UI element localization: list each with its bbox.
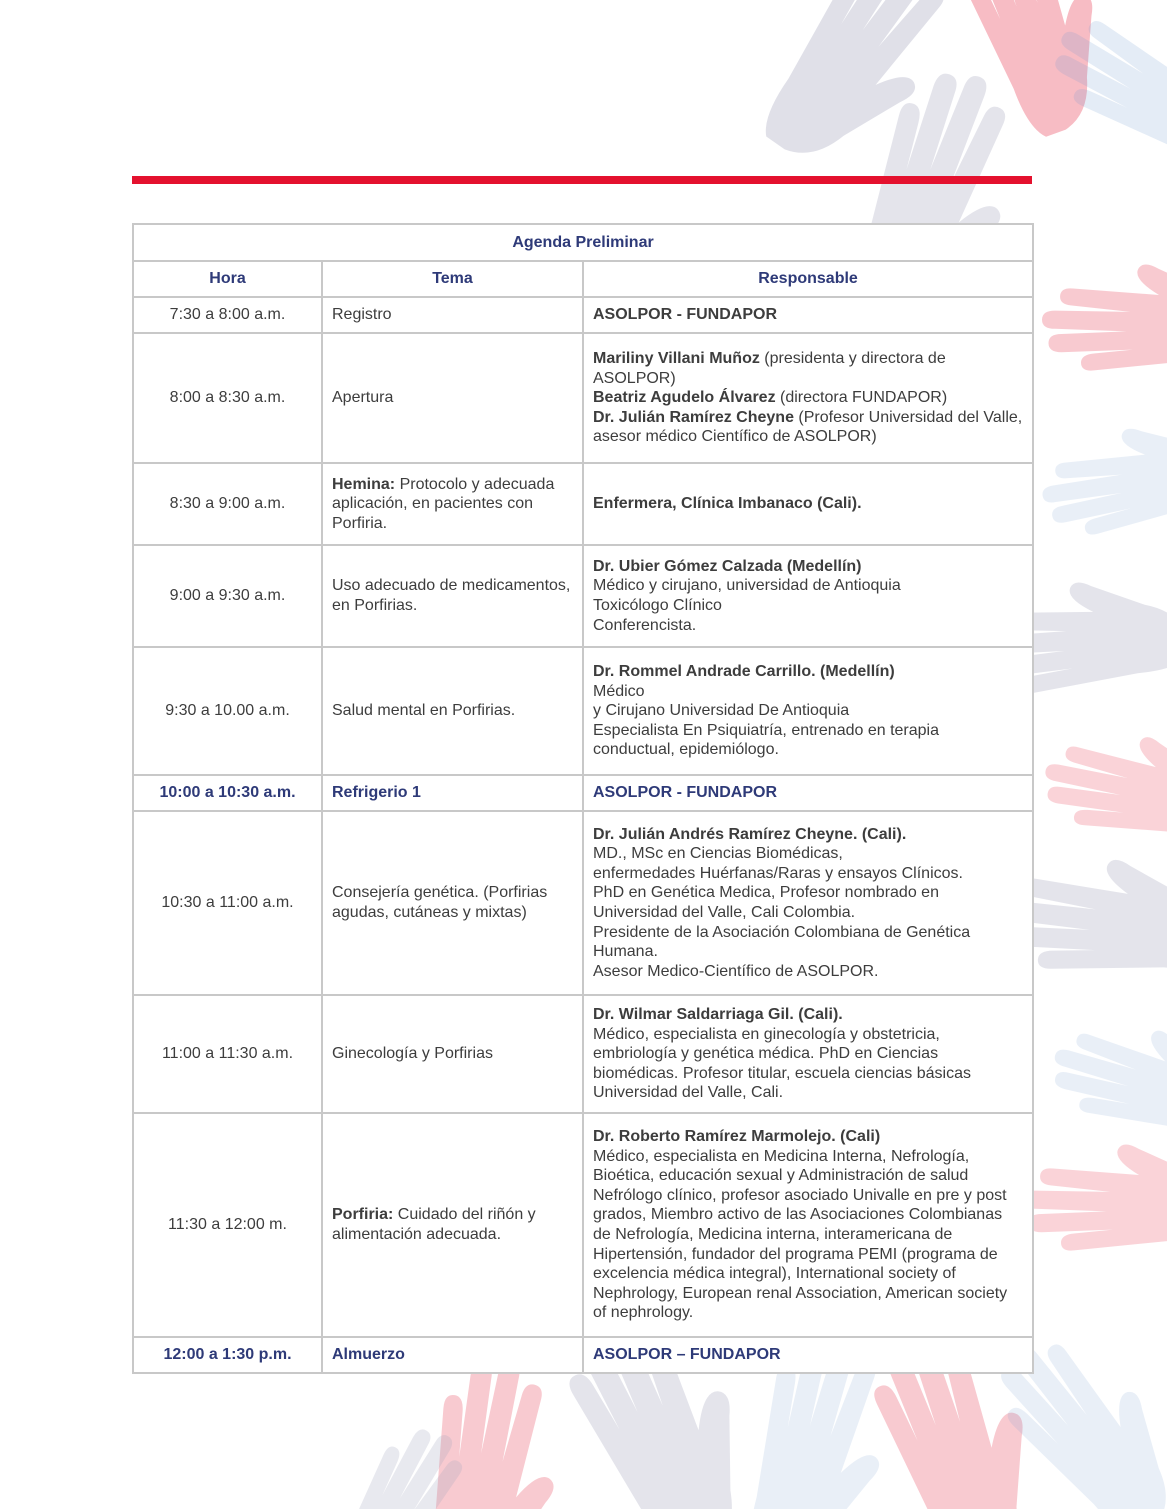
responsible-detail: Médico [593, 682, 645, 700]
responsible-line [593, 1127, 1023, 1147]
agenda-topic-bold: Porfiria: [332, 1206, 394, 1224]
responsible-name: Dr. Rommel Andrade Carrillo. (Medellín) [593, 663, 895, 681]
responsible-detail: Médico, especialista en ginecología y obstetricia, embriología y genética médica. PhD en Ciencias biomédicas. Profesor titular, escuela ciencias básicas Universidad del Valle, Cali. [593, 1025, 971, 1102]
agenda-time: 7:30 a 8:00 a.m. [133, 297, 322, 333]
agenda-break-row [133, 1337, 1033, 1373]
responsible-line [593, 923, 1023, 962]
agenda-responsible [583, 297, 1033, 333]
agenda-time: 11:00 a 11:30 a.m. [133, 995, 322, 1113]
hand-red-right [1042, 264, 1167, 370]
agenda-break-row [133, 775, 1033, 811]
responsible-detail: y Cirujano Universidad De Antioquia [593, 702, 850, 720]
agenda-time: 10:00 a 10:30 a.m. [133, 775, 322, 811]
agenda-topic-text: Consejería genética. (Porfirias agudas, cutáneas y mixtas) [332, 884, 548, 921]
responsible-line [593, 494, 1023, 514]
agenda-topic [322, 1113, 583, 1337]
agenda-responsible [583, 995, 1033, 1113]
responsible-line [593, 962, 1023, 982]
responsible-line [593, 1005, 1023, 1025]
responsible-detail: (Profesor Universidad del Valle, asesor médico Científico de ASOLPOR) [593, 408, 1023, 446]
responsible-name: Dr. Roberto Ramírez Marmolejo. (Cali) [593, 1128, 881, 1146]
agenda-responsible [583, 333, 1033, 463]
responsible-line [593, 557, 1023, 577]
agenda-responsible [583, 775, 1033, 811]
responsible-line [593, 825, 1023, 845]
column-header-tema: Tema [322, 261, 583, 297]
responsible-line [593, 701, 1023, 721]
hand-blue-right2 [1043, 1006, 1167, 1150]
responsible-line [593, 783, 1023, 803]
responsible-name: Dr. Wilmar Saldarriaga Gil. (Cali). [593, 1006, 843, 1024]
responsible-name: Mariliny Villani Muñoz [593, 350, 760, 368]
hand-red-right3 [1022, 1144, 1167, 1250]
responsible-detail: (directora FUNDAPOR) [775, 389, 948, 407]
agenda-responsible [583, 463, 1033, 545]
agenda-topic [322, 463, 583, 545]
agenda-responsible [583, 1337, 1033, 1373]
agenda-responsible [583, 545, 1033, 647]
responsible-name: ASOLPOR – FUNDAPOR [593, 1346, 781, 1364]
responsible-name: Dr. Julián Ramírez Cheyne [593, 408, 794, 426]
agenda-responsible [583, 1113, 1033, 1337]
responsible-line [593, 864, 1023, 884]
agenda-topic-bold: Hemina: [332, 475, 396, 493]
agenda-row [133, 297, 1033, 333]
agenda-row [133, 1113, 1033, 1337]
responsible-name: Beatriz Agudelo Álvarez [593, 389, 776, 407]
responsible-line [593, 1147, 1023, 1323]
agenda-topic-text: Apertura [332, 389, 394, 407]
agenda-row [133, 647, 1033, 775]
agenda-topic-text: Refrigerio 1 [332, 784, 421, 802]
responsible-name: ASOLPOR - FUNDAPOR [593, 784, 777, 802]
agenda-body [133, 297, 1033, 1373]
responsible-line [593, 682, 1023, 702]
agenda-time: 8:00 a 8:30 a.m. [133, 333, 322, 463]
agenda-time: 9:00 a 9:30 a.m. [133, 545, 322, 647]
agenda-row [133, 545, 1033, 647]
agenda-topic-text: Ginecología y Porfirias [332, 1045, 493, 1063]
agenda-topic-text: Registro [332, 306, 392, 324]
agenda-responsible [583, 811, 1033, 995]
agenda-time: 10:30 a 11:00 a.m. [133, 811, 322, 995]
agenda-time: 11:30 a 12:00 m. [133, 1113, 322, 1337]
responsible-detail: Asesor Medico-Científico de ASOLPOR. [593, 962, 879, 980]
responsible-detail: (presidenta y directora de ASOLPOR) [593, 350, 946, 387]
agenda-topic-text: Protocolo y adecuada aplicación, en pacientes con Porfiria. [332, 475, 555, 532]
agenda-table [132, 223, 1034, 1374]
agenda-time: 12:00 a 1:30 p.m. [133, 1337, 322, 1373]
responsible-detail: Médico, especialista en Medicina Interna, Nefrología, Bioética, educación sexual y Administración de salud Nefrólogo clínico, profesor asociado Univalle en pre y post grados, Miembro activo de las Asociaciones Colombianas de Nefrología, Medicina interna, interamericana de Hipertensión, fundador del programa PEMI (programa de excelencia médica integral), International society of Nephrology, European renal Association, American society of nephrology. [593, 1147, 1008, 1322]
agenda-topic-text: Almuerzo [332, 1346, 405, 1364]
column-header-responsable: Responsable [583, 261, 1033, 297]
red-divider-rule [132, 176, 1032, 184]
responsible-line [593, 388, 1023, 408]
responsible-line [593, 721, 1023, 760]
agenda-row [133, 333, 1033, 463]
responsible-line [593, 576, 1023, 596]
agenda-time: 9:30 a 10.00 a.m. [133, 647, 322, 775]
responsible-detail: Toxicólogo Clínico [593, 597, 722, 614]
responsible-line [593, 1025, 1023, 1103]
responsible-line [593, 305, 1023, 325]
agenda-time: 8:30 a 9:00 a.m. [133, 463, 322, 545]
agenda-topic [322, 775, 583, 811]
agenda-topic [322, 333, 583, 463]
responsible-line [593, 408, 1023, 447]
agenda-topic [322, 647, 583, 775]
agenda-topic-text: Cuidado del riñón y alimentación adecuada. [332, 1206, 536, 1243]
agenda-topic-text: Salud mental en Porfirias. [332, 702, 516, 720]
agenda-title: Agenda Preliminar [133, 224, 1033, 261]
responsible-detail: Conferencista. [593, 616, 697, 634]
column-header-hora: Hora [133, 261, 322, 297]
responsible-name: Dr. Julián Andrés Ramírez Cheyne. (Cali). [593, 825, 907, 843]
responsible-line [593, 596, 1023, 616]
agenda-topic [322, 545, 583, 647]
responsible-detail: enfermedades Huérfanas/Raras y ensayos Clínicos. [593, 864, 963, 882]
agenda-row [133, 811, 1033, 995]
agenda-responsible [583, 647, 1033, 775]
responsible-detail: Médico y cirujano, universidad de Antioquia [593, 577, 901, 595]
agenda-topic [322, 1337, 583, 1373]
hand-blue-right [1034, 412, 1167, 542]
responsible-detail: MD., MSc en Ciencias Biomédicas, [593, 845, 843, 863]
responsible-detail: Presidente de la Asociación Colombiana de Genética Humana. [593, 923, 971, 961]
responsible-line [593, 616, 1023, 636]
responsible-line [593, 844, 1023, 864]
agenda-row [133, 995, 1033, 1113]
responsible-detail: Especialista En Psiquiatría, entrenado en terapia conductual, epidemiólogo. [593, 721, 939, 759]
hand-red-right2 [1037, 721, 1167, 851]
responsible-line [593, 662, 1023, 682]
responsible-name: ASOLPOR - FUNDAPOR [593, 306, 777, 324]
responsible-line [593, 349, 1023, 388]
agenda-row [133, 463, 1033, 545]
agenda-topic [322, 811, 583, 995]
responsible-name: Dr. Ubier Gómez Calzada (Medellín) [593, 557, 862, 575]
agenda-topic-text: Uso adecuado de medicamentos, en Porfirias. [332, 577, 571, 614]
responsible-line [593, 883, 1023, 922]
responsible-line [593, 1345, 1023, 1365]
agenda-topic [322, 297, 583, 333]
responsible-detail: PhD en Genética Medica, Profesor nombrado en Universidad del Valle, Cali Colombia. [593, 884, 939, 921]
responsible-name: Enfermera, Clínica Imbanaco (Cali). [593, 495, 862, 513]
agenda-topic [322, 995, 583, 1113]
